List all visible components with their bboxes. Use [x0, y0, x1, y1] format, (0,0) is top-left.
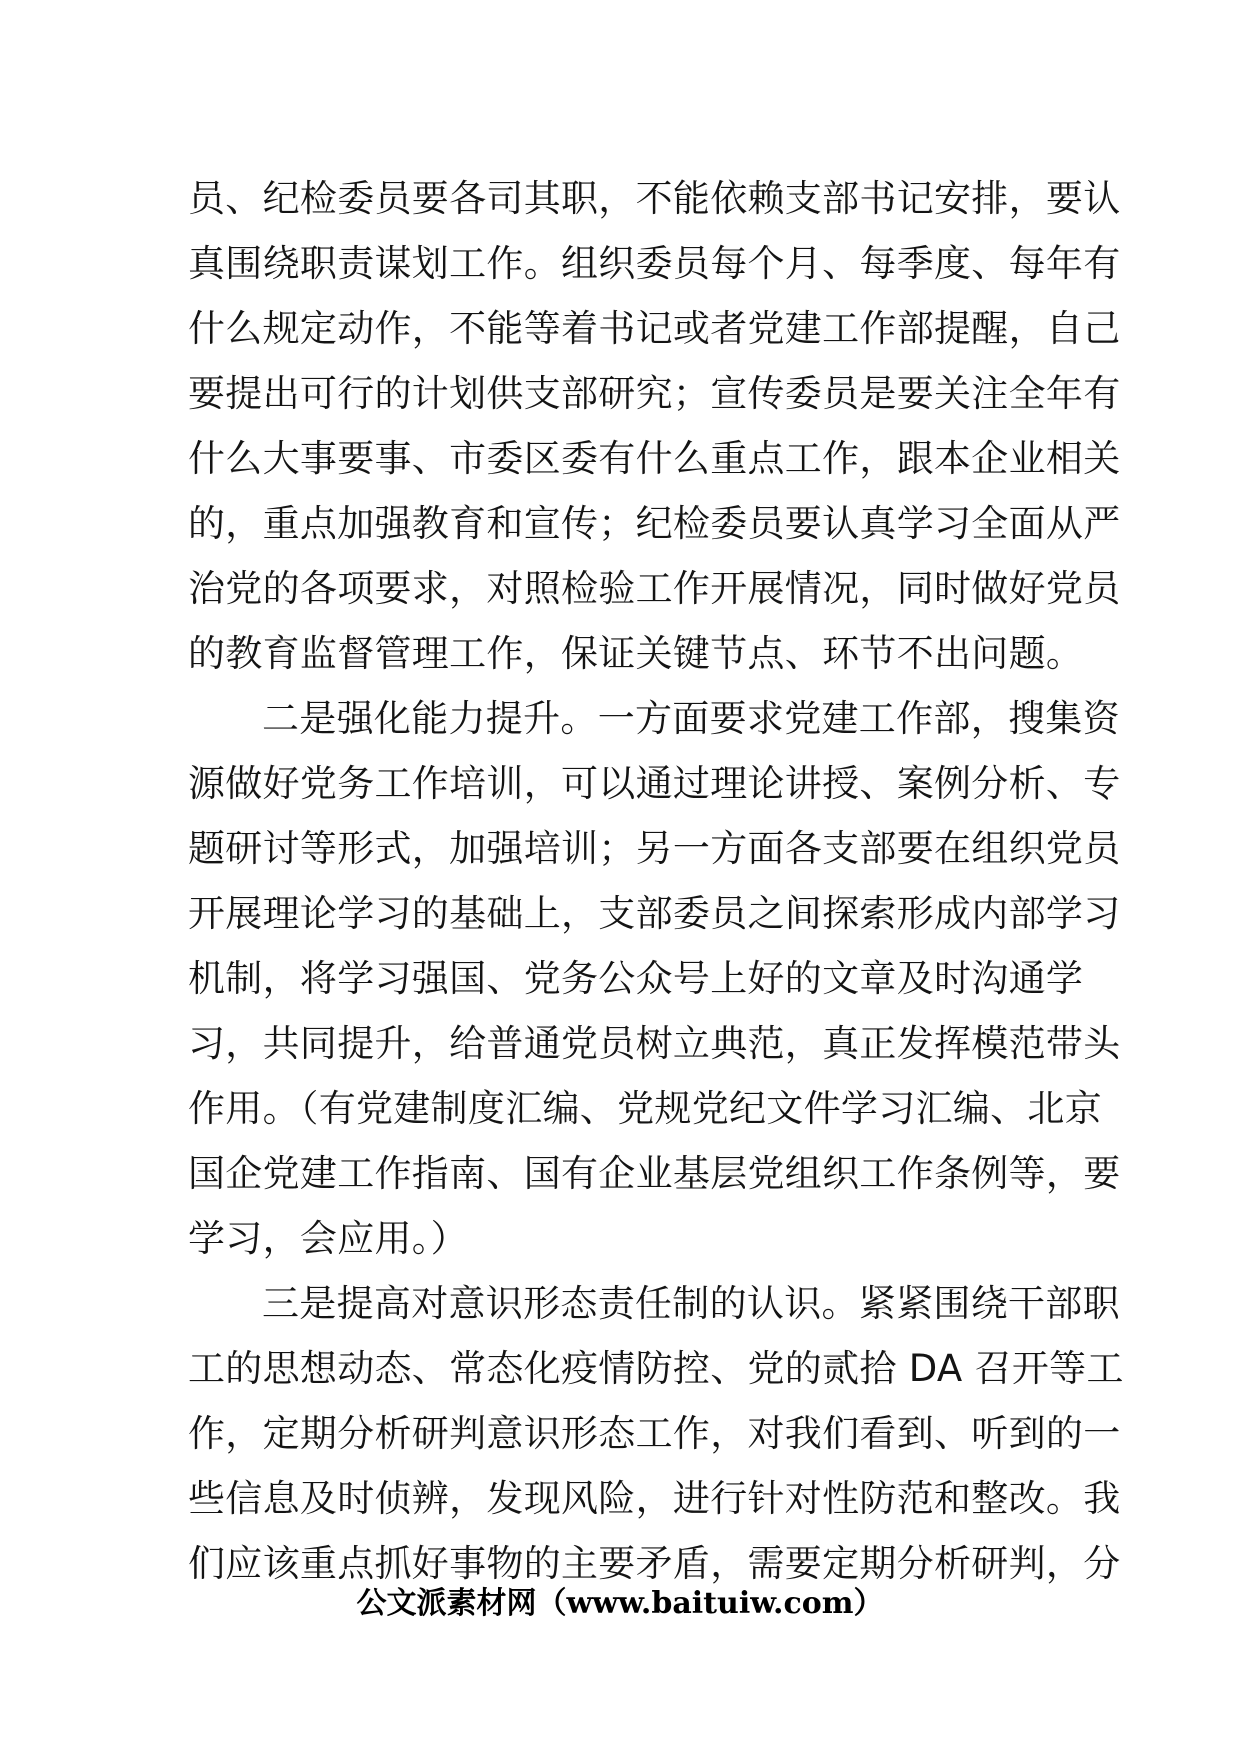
text-line: 源做好党务工作培训，可以通过理论讲授、案例分析、专 [188, 762, 1121, 805]
text-line: 的教育监督管理工作，保证关键节点、环节不出问题。 [188, 632, 1084, 675]
footer-watermark: 公文派素材网（www.baituiw.com） [356, 1586, 884, 1621]
text-line: 学习，会应用。） [188, 1217, 468, 1260]
text-line: 工的思想动态、常态化疫情防控、党的贰拾 DA 召开等工 [188, 1347, 1124, 1390]
text-line: 员、纪检委员要各司其职，不能依赖支部书记安排，要认 [188, 177, 1121, 220]
document-body [188, 166, 1124, 1596]
text-line: 作，定期分析研判意识形态工作，对我们看到、听到的一 [188, 1412, 1121, 1455]
text-line: 国企党建工作指南、国有企业基层党组织工作条例等，要 [188, 1152, 1121, 1195]
text-line: 什么大事要事、市委区委有什么重点工作，跟本企业相关 [188, 437, 1121, 480]
text-line: 什么规定动作，不能等着书记或者党建工作部提醒，自己 [188, 307, 1121, 350]
text-line: 开展理论学习的基础上，支部委员之间探索形成内部学习 [188, 892, 1121, 935]
text-line: 真围绕职责谋划工作。组织委员每个月、每季度、每年有 [188, 242, 1121, 285]
text-line: 作用。（有党建制度汇编、党规党纪文件学习汇编、北京 [188, 1087, 1102, 1130]
text-line: 些信息及时侦辨，发现风险，进行针对性防范和整改。我 [188, 1477, 1121, 1520]
text-line: 机制，将学习强国、党务公众号上好的文章及时沟通学 [188, 957, 1084, 1000]
paragraph-start-line: 二是强化能力提升。一方面要求党建工作部，搜集资 [262, 697, 1120, 740]
text-line: 要提出可行的计划供支部研究；宣传委员是要关注全年有 [188, 372, 1121, 415]
text-line: 治党的各项要求，对照检验工作开展情况，同时做好党员 [188, 567, 1121, 610]
text-line: 们应该重点抓好事物的主要矛盾，需要定期分析研判，分 [188, 1542, 1121, 1585]
text-line: 的，重点加强教育和宣传；纪检委员要认真学习全面从严 [188, 502, 1121, 545]
text-line: 题研讨等形式，加强培训；另一方面各支部要在组织党员 [188, 827, 1121, 870]
paragraph-start-line: 三是提高对意识形态责任制的认识。紧紧围绕干部职 [262, 1282, 1120, 1325]
text-line: 习，共同提升，给普通党员树立典范，真正发挥模范带头 [188, 1022, 1121, 1065]
